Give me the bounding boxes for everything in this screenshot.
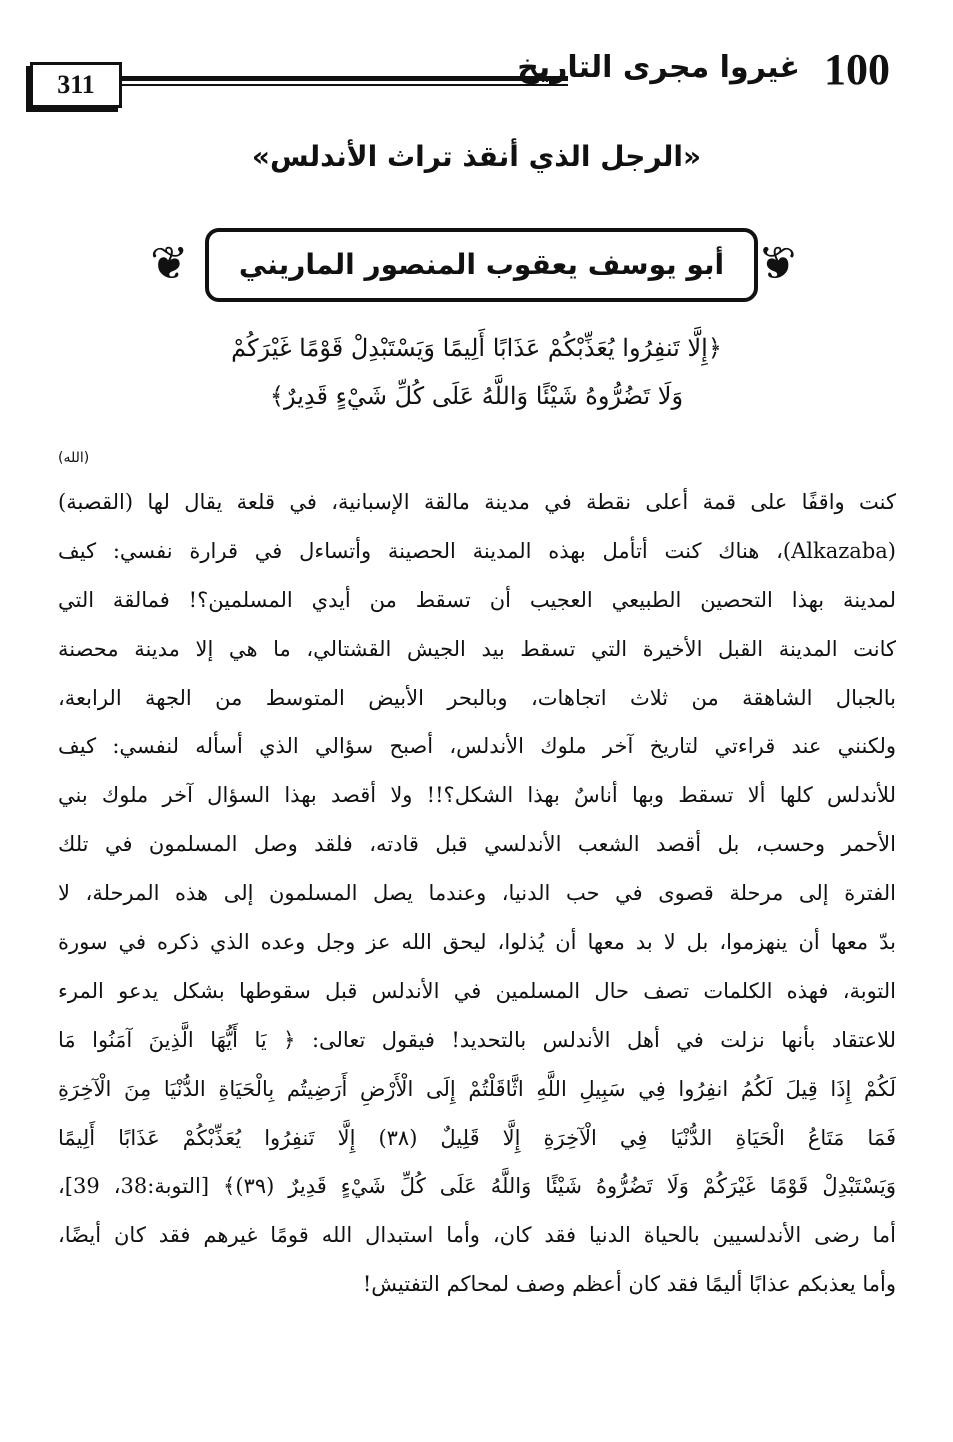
epigraph-line-1: ﴿إِلَّا تَنفِرُوا يُعَذِّبْكُمْ عَذَابًا أَلِيمًا وَيَسْتَبْدِلْ قَوْمًا غَيْرَكُمْ	[231, 334, 722, 362]
quran-line: فَمَا مَتَاعُ الْحَيَاةِ الدُّنْيَا فِي الْآخِرَةِ إِلَّا قَلِيلٌ (٣٨) إِلَّا تَنفِرُوا يُعَذِّبْكُمْ عَذَابًا أَلِيمًا	[58, 1125, 896, 1150]
book-title: غيروا مجرى التاريخ	[517, 50, 800, 85]
page-number: 311	[30, 62, 122, 108]
chapter-title: أبو يوسف يعقوب المنصور الماريني	[205, 228, 758, 302]
body-line: وأما يعذبكم عذابًا أليمًا فقد كان أعظم وصف لمحاكم التفتيش!	[362, 1272, 896, 1297]
quran-line: وَيَسْتَبْدِلْ قَوْمًا غَيْرَكُمْ وَلَا تَضُرُّوهُ شَيْئًا وَاللَّهُ عَلَى كُلِّ شَيْءٍ قَدِيرٌ (٣٩)﴾ [التوبة:38، 39]،	[58, 1174, 896, 1199]
body-text	[58, 478, 896, 1309]
body-line: كنت واقفًا على قمة أعلى نقطة في مدينة مالقة الإسبانية، في قلعة يقال لها (القصبة)	[58, 490, 896, 514]
body-line: لمدينة بهذا التحصين الطبيعي العجيب أن تسقط من أيدي المسلمين؟! فمالقة التي	[58, 587, 896, 612]
epigraph-source: (الله)	[58, 450, 90, 466]
body-line: الفترة إلى مرحلة قصوى في حب الدنيا، وعندما يصل المسلمون إلى هذه المرحلة، لا	[58, 881, 896, 906]
ornament-right-icon: ❦	[758, 236, 797, 290]
body-line: التوبة، فهذه الكلمات تصف حال المسلمين في الأندلس قبل سقوطها بشكل يدعو المرء	[58, 978, 896, 1003]
ornament-left-icon: ❦	[150, 236, 189, 290]
quran-line: لَكُمْ إِذَا قِيلَ لَكُمُ انفِرُوا فِي سَبِيلِ اللَّهِ اثَّاقَلْتُمْ إِلَى الْأَرْضِ أَرَضِيتُم بِالْحَيَاةِ الدُّنْيَا مِنَ الْآخِرَةِ	[58, 1076, 896, 1101]
body-line: للأندلس كلها ألا تسقط وبها أناسٌ بهذا الشكل؟!! ولا أقصد بهذا السؤال آخر ملوك بني	[58, 783, 896, 808]
body-line: أما رضى الأندلسيين بالحياة الدنيا فقد كان، وأما استبدال الله قومًا غيرهم فقد كان أيضًا،	[58, 1223, 896, 1248]
body-line: بالجبال الشاهقة من ثلاث اتجاهات، وبالبحر الأبيض المتوسط من الجهة الرابعة،	[58, 685, 896, 710]
body-line: ولكنني عند قراءتي لتاريخ آخر ملوك الأندلس، أصبح سؤالي الذي أسأله لنفسي: كيف	[58, 734, 896, 759]
chapter-subtitle: «الرجل الذي أنقذ تراث الأندلس»	[251, 140, 702, 173]
body-line: للاعتقاد بأنها نزلت في أهل الأندلس بالتحديد! فيقول تعالى: ﴿ يَا أَيُّهَا الَّذِينَ آمَنُوا مَا	[58, 1027, 896, 1052]
body-line: الأحمر وحسب، بل أقصد الشعب الأندلسي قبل قادته، فلقد وصل المسلمون في تلك	[58, 832, 896, 857]
header-rule-thin	[122, 84, 568, 86]
body-line: كانت المدينة القبل الأخيرة التي تسقط بيد الجيش القشتالي، ما هي إلا مدينة محصنة	[58, 636, 896, 661]
running-header	[30, 45, 890, 108]
epigraph-line-2: وَلَا تَضُرُّوهُ شَيْئًا وَاللَّهُ عَلَى كُلِّ شَيْءٍ قَدِيرٌ﴾	[269, 382, 684, 410]
header-rule	[122, 76, 568, 81]
body-line: بدّ معها أن ينهزموا، بل لا بد معها أن يُذلوا، ليحق الله عز وجل وعده الذي ذكره في سورة	[58, 930, 896, 955]
book-number: 100	[824, 45, 890, 94]
body-line: (Alkazaba)، هناك كنت أتأمل بهذه المدينة الحصينة وأتساءل في قرارة نفسي: كيف	[58, 538, 896, 563]
